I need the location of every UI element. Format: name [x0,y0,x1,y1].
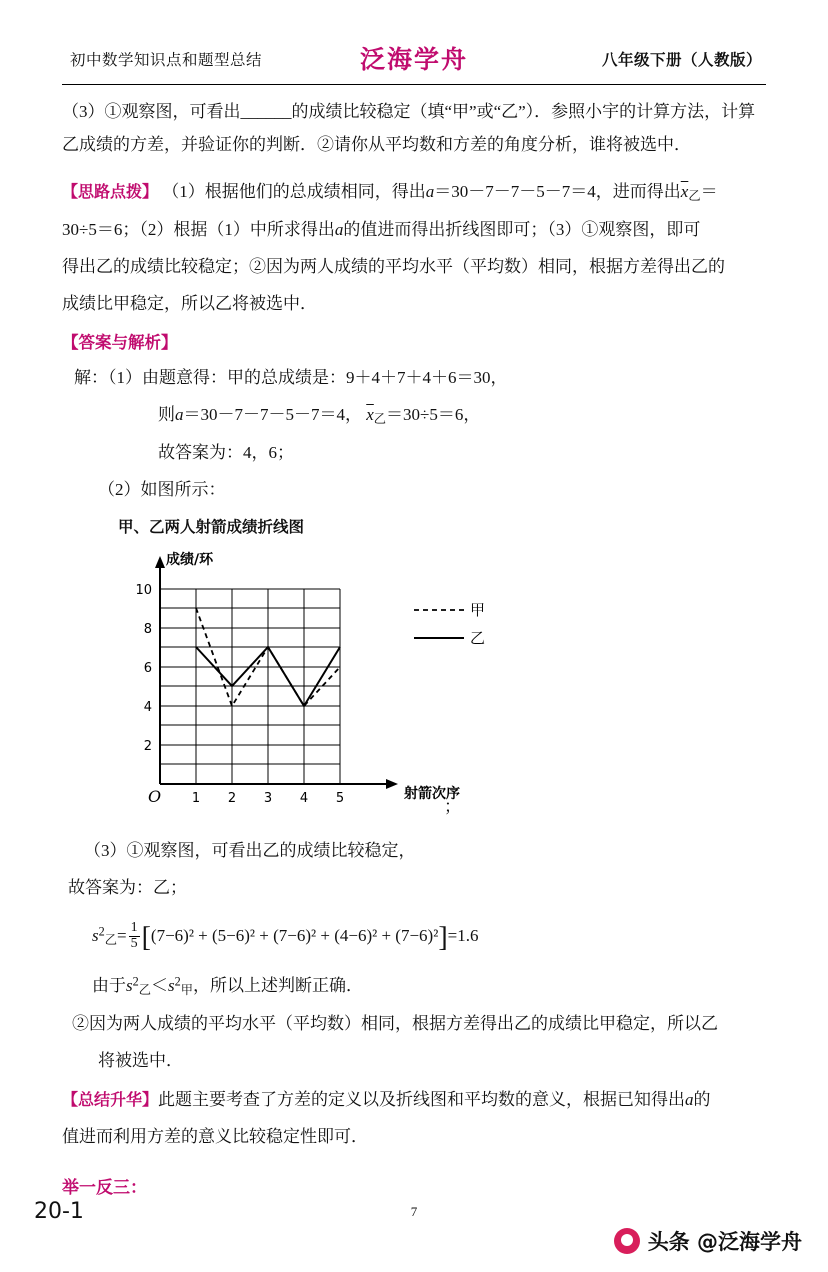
hint-text-1: （1）根据他们的总成绩相同，得出 [162,182,426,202]
hint-line-2b: 的值进而得出折线图即可；（3）①观察图，即可 [343,220,701,240]
variance-frac-num: 1 [130,920,138,936]
chart-svg [108,550,528,820]
question-3-text: （3）①观察图，可看出______的成绩比较稳定（填“甲”或“乙”）．参照小宇的计算方法，计算乙成绩的方差，并验证你的判断．②请你从平均数和方差的角度分析，谁将被选中． [62,102,756,155]
compare-s1: s [126,976,133,996]
compare-suffix: ，所以上述判断正确． [193,976,363,996]
compare-s2-exp: 2 [174,974,181,989]
svg-text:乙: 乙 [470,629,486,648]
header-brand-title: 泛海学舟 [359,45,469,74]
variance-bracket-open: [ [141,921,151,953]
chart-trailing-semicolon: ； [444,797,461,817]
svg-text:4: 4 [299,791,309,807]
solution-line-2 [62,398,766,432]
hint-line-3: 得出乙的成绩比较稳定；②因为两人成绩的平均水平（平均数）相同，根据方差得出乙的 [62,257,725,277]
svg-text:3: 3 [263,791,273,807]
solution-xbar-sub: 乙 [373,411,387,426]
solution-line-6: 故答案为：乙； [68,878,187,898]
svg-text:甲: 甲 [470,601,486,620]
svg-text:O: O [148,787,162,807]
line-chart [108,550,528,840]
solution-var-a: a [175,404,184,424]
summary-line-2: 值进而利用方差的意义比较稳定性即可． [62,1127,368,1147]
variance-s-sub: 乙 [104,932,117,947]
svg-text:5: 5 [335,791,345,807]
solution-line-2-mid: ＝30－7－7－5－7＝4， [183,404,362,424]
hint-eq-sign: ＝ [700,182,718,202]
svg-text:射箭次序: 射箭次序 [404,786,460,803]
variance-formula [62,911,766,966]
summary-text-2: 的 [693,1090,711,1110]
hint-var-a: a [425,182,435,202]
solution-xbar: $\overline{x}$ [366,404,374,424]
variance-bracket-close: ] [438,921,448,953]
header-right-title: 八年级下册（人教版） [601,51,762,69]
chart-title: 甲、乙两人射箭成绩折线图 [118,518,305,537]
hint-var-xbar: $\overline{x}$ [680,182,689,202]
solution-line-1: 解：（1）由题意得：甲的总成绩是：9＋4＋7＋4＋6＝30， [74,367,508,387]
svg-text:10: 10 [135,583,152,599]
summary-var-a: a [685,1090,694,1110]
solution-line-4: （2）如图所示： [98,479,226,499]
svg-text:1: 1 [191,791,201,807]
hint-line-2-var: a [334,220,344,240]
variance-fraction [129,921,140,951]
hint-line-4: 成绩比甲稳定，所以乙将被选中． [62,294,317,314]
compare-s2-sub: 甲 [180,983,193,998]
hint-line-2a: 30÷5＝6；（2）根据（1）中所求得出 [62,220,335,240]
svg-text:8: 8 [143,622,152,638]
hint-line-2 [62,213,766,246]
summary-text-1: 此题主要考查了方差的定义以及折线图和平均数的意义，根据已知得出 [158,1090,686,1110]
variance-s: s [92,925,99,945]
svg-text:6: 6 [143,661,152,677]
variance-result: =1.6 [447,925,479,945]
brand-text: 头条 @泛海学舟 [647,1230,802,1254]
watermark-brand [614,1226,802,1256]
solution-line-7: ②因为两人成绩的平均水平（平均数）相同，根据方差得出乙的成绩比甲稳定，所以乙 [72,1014,718,1034]
variance-terms: (7−6)² + (5−6)² + (7−6)² + (4−6)² + (7−6)² [150,925,439,945]
svg-text:2: 2 [227,791,237,807]
compare-line [62,969,766,1003]
variance-s-exp: 2 [98,924,105,939]
summary-label: 【总结升华】 [62,1090,159,1110]
brand-logo-icon [614,1228,640,1254]
header-left-title: 初中数学知识点和题型总结 [70,51,263,69]
summary-paragraph [62,1083,766,1116]
svg-text:2: 2 [143,739,152,755]
solution-line-2-pre: 则 [158,404,175,424]
variance-frac-den: 5 [130,936,138,952]
compare-lt: ＜ [151,976,168,996]
variance-eq: = [117,925,127,945]
solution-line-5: （3）①观察图，可看出乙的成绩比较稳定， [84,841,416,861]
compare-prefix: 由于 [92,976,126,996]
hint-var-xbar-sub: 乙 [688,189,701,204]
solution-line-3: 故答案为：4，6； [158,442,294,462]
compare-s1-sub: 乙 [138,983,151,998]
footer-section-number: 20-1 [34,1199,84,1224]
solution-line-2-end: ＝30÷5＝6， [386,404,481,424]
solution-line-8: 将被选中． [98,1051,183,1071]
compare-s1-exp: 2 [132,974,139,989]
svg-text:成绩/环: 成绩/环 [166,552,214,569]
extend-label: 举一反三： [62,1177,147,1198]
document-body [62,85,766,1205]
compare-s2: s [168,976,175,996]
answer-label: 【答案与解析】 [62,332,178,352]
svg-text:4: 4 [143,700,152,716]
footer-page-number: 7 [410,1204,418,1219]
hint-paragraph [62,175,766,209]
hint-text-1b: ＝30－7－7－5－7＝4，进而得出 [434,182,681,202]
page-header [62,38,766,82]
hint-label: 【思路点拨】 [62,182,159,202]
